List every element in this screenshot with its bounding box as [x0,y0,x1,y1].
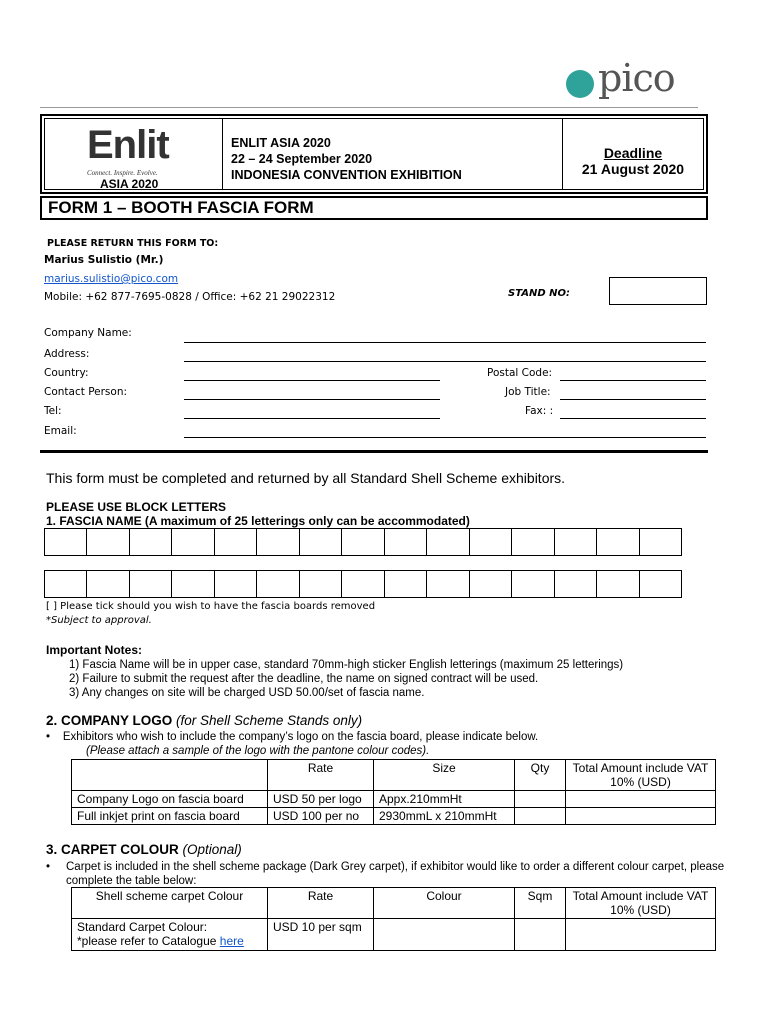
section-divider [40,450,708,453]
tel-field[interactable] [184,418,440,419]
enlit-tagline: Connect. Inspire. Evolve. [87,169,158,177]
company-name-label: Company Name: [44,327,132,339]
postal-code-label: Postal Code: [487,367,553,379]
tel-label: Tel: [44,405,62,417]
deadline-label: Deadline [603,145,663,161]
table-cell: USD 10 per sqm [268,919,374,951]
fax-label: Fax: : [525,405,554,417]
form-title: FORM 1 – BOOTH FASCIA FORM [40,196,708,220]
table-cell: Company Logo on fascia board [72,791,268,808]
table-header: Rate [268,760,374,791]
table-header: Rate [268,888,374,919]
carpet-table [71,887,716,951]
note-item: 1) Fascia Name will be in upper case, standard 70mm-high sticker English letterings (maximum 25 letterings) [69,659,624,671]
table-cell: Standard Carpet Colour: *please refer to Catalogue here [72,919,268,951]
table-header: Total Amount include VAT 10% (USD) [566,888,716,919]
event-header [40,114,708,194]
email-label: Email: [44,425,77,437]
table-header: Colour [374,888,515,919]
subject-note: *Subject to approval. [46,615,152,626]
job-title-field[interactable] [560,399,706,400]
globe-icon [566,70,594,98]
notes-list [69,658,623,700]
pico-wordmark: pico [598,56,675,100]
enlit-asia-label: ASIA 2020 [100,177,159,191]
total-input[interactable] [566,791,716,808]
sqm-input[interactable] [515,919,566,951]
carpet-bullet: • Carpet is included in the shell scheme package (Dark Grey carpet), if exhibitor would like to order a different colour carpet, please complete the table below: [46,861,725,887]
email-field[interactable] [184,437,706,438]
fascia-heading: 1. FASCIA NAME (A maximum of 25 letterings only can be accommodated) [46,514,470,528]
header-divider [40,107,698,108]
event-info-cell [223,119,563,189]
colour-input[interactable] [374,919,515,951]
fax-field[interactable] [560,418,706,419]
fascia-letter-grid-row2[interactable] [44,570,682,598]
notes-heading: Important Notes: [46,643,142,657]
stand-no-label: STAND NO: [508,288,571,299]
catalogue-link[interactable]: here [219,934,244,948]
carpet-bullet-text: Carpet is included in the shell scheme package (Dark Grey carpet), if exhibitor would like to order a different colour carpet, please complete the table below: [66,861,725,887]
fascia-letter-grid-row1[interactable] [44,528,682,556]
table-cell: Appx.210mmHt [374,791,515,808]
qty-input[interactable] [515,808,566,825]
qty-input[interactable] [515,791,566,808]
enlit-logo-cell [45,119,223,189]
deadline-cell [563,119,703,189]
logo-table [71,759,716,825]
carpet-section-heading: 3. CARPET COLOUR (Optional) [46,842,242,857]
note-item: 2) Failure to submit the request after the deadline, the name on signed contract will be used. [69,673,539,685]
job-title-label: Job Title: [505,386,551,398]
stand-no-input[interactable] [609,277,707,305]
table-header: Total Amount include VAT 10% (USD) [566,760,716,791]
event-name: ENLIT ASIA 2020 [231,136,331,150]
note-item: 3) Any changes on site will be charged USD 50.00/set of fascia name. [69,687,425,699]
table-cell: USD 100 per no [268,808,374,825]
address-label: Address: [44,348,90,360]
block-letters-label: PLEASE USE BLOCK LETTERS [46,500,227,514]
contact-name: Marius Sulistio (Mr.) [44,254,164,266]
table-header: Qty [515,760,566,791]
country-field[interactable] [184,380,440,381]
logo-attach-note: (Please attach a sample of the logo with the pantone colour codes). [86,745,430,757]
table-cell: USD 50 per logo [268,791,374,808]
table-cell: Full inkjet print on fascia board [72,808,268,825]
contact-person-label: Contact Person: [44,386,128,398]
table-cell: 2930mmL x 210mmHt [374,808,515,825]
company-name-field[interactable] [184,342,706,343]
table-header [72,760,268,791]
deadline-date: 21 August 2020 [581,161,685,177]
postal-code-field[interactable] [560,380,706,381]
contact-phones: Mobile: +62 877-7695-0828 / Office: +62 21 29022312 [44,291,336,303]
table-header: Sqm [515,888,566,919]
logo-bullet: • Exhibitors who wish to include the company’s logo on the fascia board, please indicate below. [46,731,539,743]
table-header: Size [374,760,515,791]
event-dates: 22 – 24 September 2020 [231,152,373,166]
contact-person-field[interactable] [184,399,440,400]
return-label: PLEASE RETURN THIS FORM TO: [47,238,219,249]
table-header: Shell scheme carpet Colour [72,888,268,919]
fascia-removal-checkbox[interactable]: [ ] Please tick should you wish to have the fascia boards removed [46,601,376,612]
logo-section-heading: 2. COMPANY LOGO (for Shell Scheme Stands only) [46,713,363,728]
total-input[interactable] [566,919,716,951]
country-label: Country: [44,367,89,379]
address-field[interactable] [184,361,706,362]
contact-email-link[interactable]: marius.sulistio@pico.com [44,273,179,285]
event-venue: INDONESIA CONVENTION EXHIBITION [231,168,462,182]
pico-logo [566,56,696,106]
notice-text: This form must be completed and returned by all Standard Shell Scheme exhibitors. [46,470,566,486]
enlit-logo: Enlit [87,123,169,167]
total-input[interactable] [566,808,716,825]
